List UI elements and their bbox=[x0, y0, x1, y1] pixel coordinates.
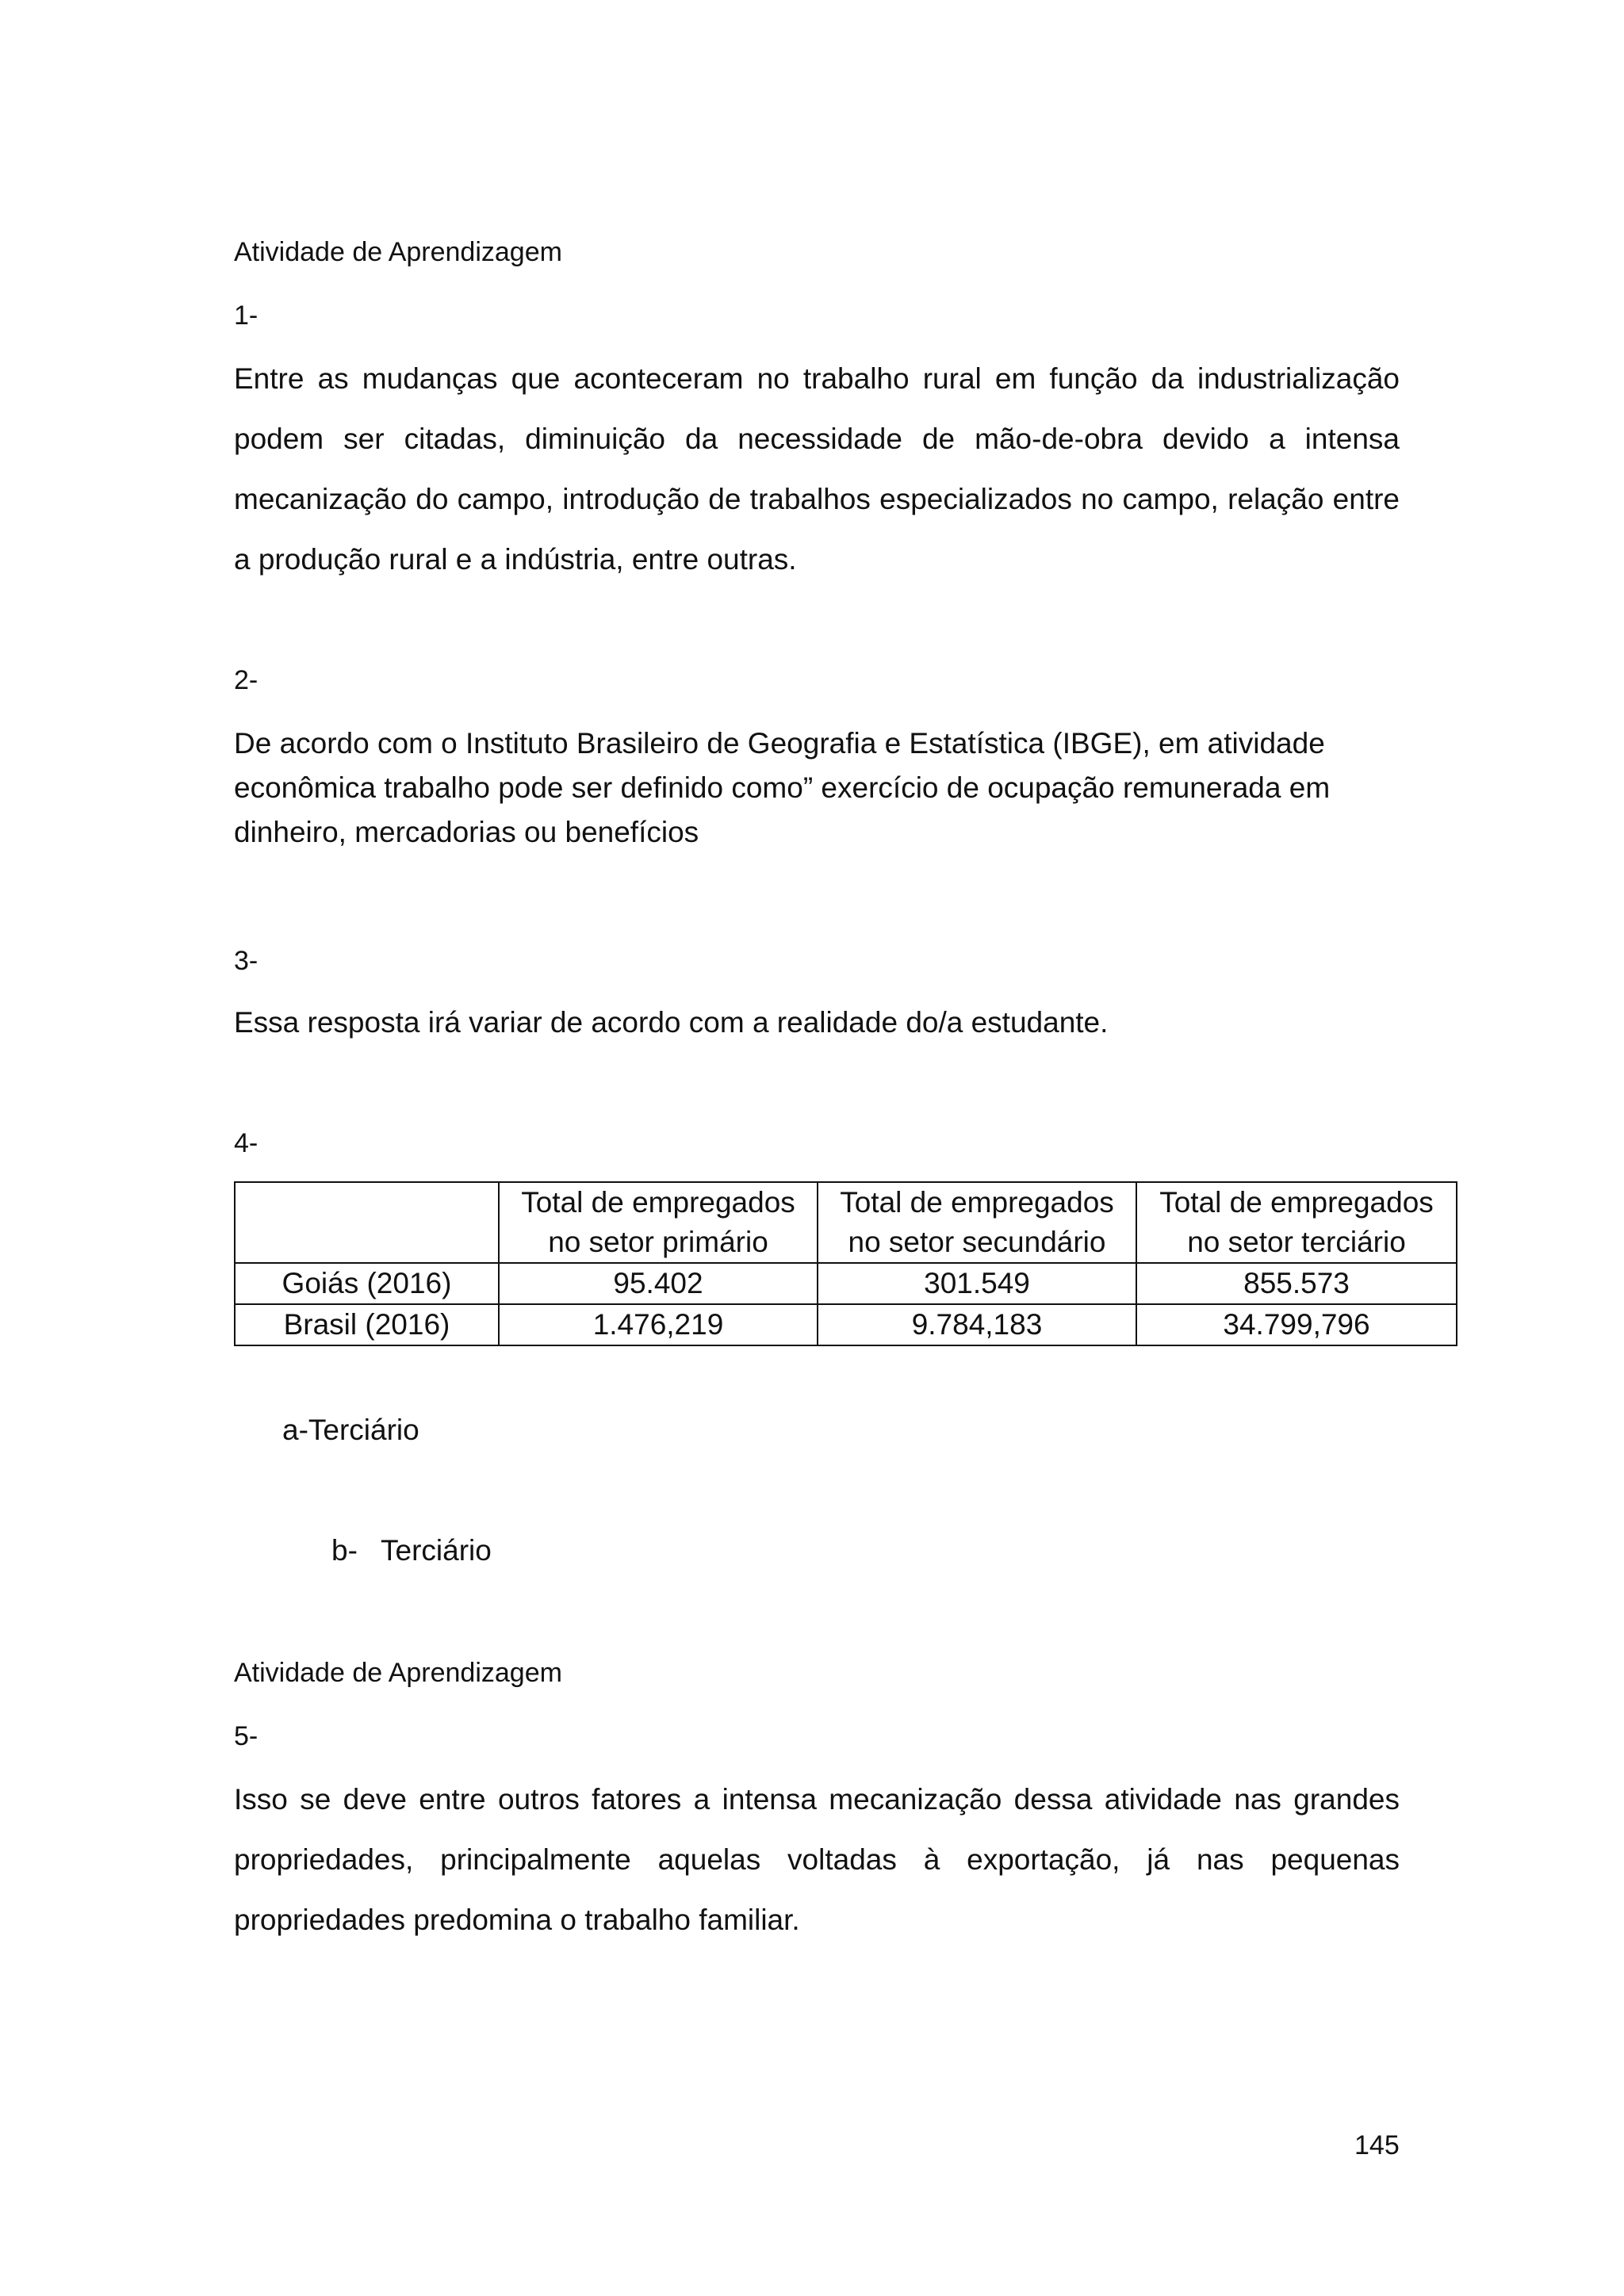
section-heading: Atividade de Aprendizagem bbox=[234, 237, 562, 267]
table-header-cell bbox=[235, 1182, 499, 1263]
table-cell-region: Brasil (2016) bbox=[235, 1304, 499, 1345]
section-heading-2: Atividade de Aprendizagem bbox=[234, 1658, 562, 1688]
table-cell-value: 95.402 bbox=[499, 1263, 818, 1304]
answer-4b-text: Terciário bbox=[381, 1534, 492, 1567]
table-row bbox=[235, 1304, 1457, 1345]
table-header-cell: Total de empregados no setor terciário bbox=[1136, 1182, 1457, 1263]
table-cell-value: 301.549 bbox=[818, 1263, 1136, 1304]
question-number-4: 4- bbox=[234, 1128, 259, 1158]
page-number: 145 bbox=[1354, 2130, 1400, 2160]
answer-4a: a-Terciário bbox=[282, 1414, 419, 1446]
table-row bbox=[235, 1263, 1457, 1304]
question-number-2: 2- bbox=[234, 665, 259, 695]
table-cell-region: Goiás (2016) bbox=[235, 1263, 499, 1304]
answer-3-paragraph: Essa resposta irá variar de acordo com a realidade do/a estudante. bbox=[234, 1006, 1109, 1039]
answer-4b-marker: b- bbox=[331, 1534, 358, 1567]
answer-1-paragraph: Entre as mudanças que aconteceram no trabalho rural em função da industrialização podem ser citadas, diminuição da necessidade de mão-de-obra devido a intensa mecanização do campo, introdução de trabalhos especializados no campo, relação entre a produção rural e a indústria, entre outras. bbox=[234, 362, 1400, 576]
table-cell-value: 9.784,183 bbox=[818, 1304, 1136, 1345]
table-cell-value: 1.476,219 bbox=[499, 1304, 818, 1345]
table-header-cell: Total de empregados no setor primário bbox=[499, 1182, 818, 1263]
question-number-3: 3- bbox=[234, 946, 259, 976]
question-number-1: 1- bbox=[234, 300, 259, 331]
employment-table-container bbox=[234, 1181, 1456, 1346]
question-number-5: 5- bbox=[234, 1721, 259, 1751]
employment-table bbox=[234, 1181, 1457, 1346]
table-header-row bbox=[235, 1182, 1457, 1263]
answer-2-paragraph: De acordo com o Instituto Brasileiro de Geografia e Estatística (IBGE), em atividade econômica trabalho pode ser definido como” exercício de ocupação remunerada em dinheiro, mercadorias ou benefícios bbox=[234, 727, 1331, 848]
table-header-cell: Total de empregados no setor secundário bbox=[818, 1182, 1136, 1263]
answer-5-paragraph: Isso se deve entre outros fatores a intensa mecanização dessa atividade nas grandes propriedades, principalmente aquelas voltadas à exportação, já nas pequenas propriedades predomina o trabalho familiar. bbox=[234, 1783, 1400, 1936]
table-cell-value: 34.799,796 bbox=[1136, 1304, 1457, 1345]
table-cell-value: 855.573 bbox=[1136, 1263, 1457, 1304]
